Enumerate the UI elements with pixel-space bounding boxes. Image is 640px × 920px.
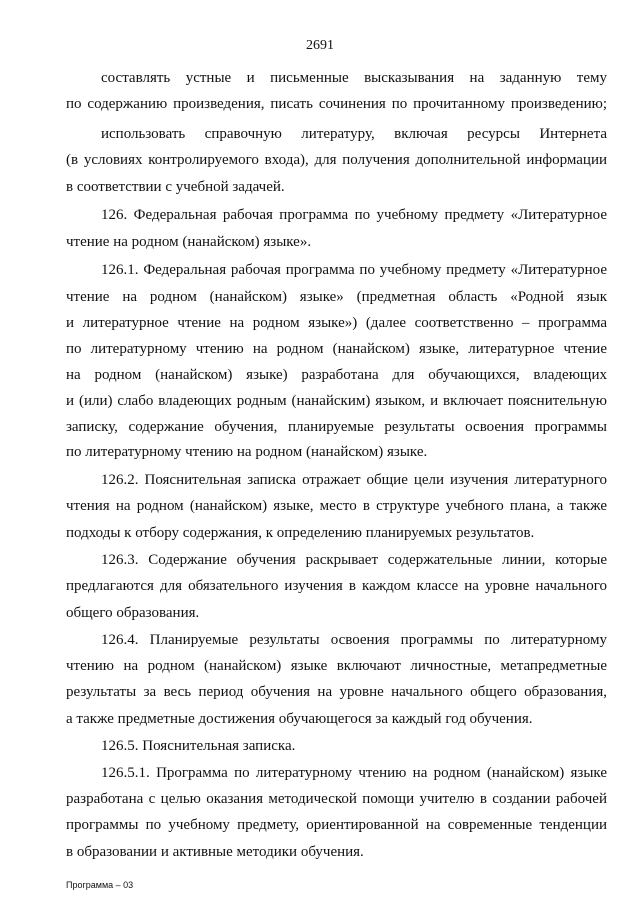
text-line: 126.1. Федеральная рабочая программа по учебному предмету «Литературное [101, 262, 607, 278]
text-line: чтение на родном (нанайском) языке» (предметная область «Родной язык [66, 289, 607, 305]
text-line: чтению на родном (нанайском) языке включают личностные, метапредметные [66, 658, 607, 674]
text-line: предлагаются для обязательного изучения в каждом классе на уровне начального [66, 578, 607, 594]
text-line: 126.3. Содержание обучения раскрывает содержательные линии, которые [101, 552, 607, 568]
text-line: составлять устные и письменные высказывания на заданную тему [101, 70, 607, 86]
text-line: чтения на родном (нанайском) языке, место в структуре учебного плана, а также [66, 498, 607, 514]
footer-label: Программа – 03 [66, 880, 134, 890]
text-line: в образовании и активные методики обучения. [66, 844, 364, 860]
text-line: использовать справочную литературу, включая ресурсы Интернета [101, 126, 607, 142]
text-line: программы по учебному предмету, ориентированной на современные тенденции [66, 817, 607, 833]
text-line: по содержанию произведения, писать сочинения по прочитанному произведению; [66, 96, 607, 112]
text-line: на родном (нанайском) языке) разработана для обучающихся, владеющих [66, 367, 607, 383]
text-line: результаты за весь период обучения на уровне начального общего образования, [66, 684, 607, 700]
text-line: по литературному чтению на родном (нанайском) языке, литературное чтение [66, 341, 607, 357]
text-line: 126.5. Пояснительная записка. [101, 738, 296, 754]
text-line: а также предметные достижения обучающегося за каждый год обучения. [66, 711, 533, 727]
text-line: записку, содержание обучения, планируемые результаты освоения программы [66, 419, 607, 435]
text-line: (в условиях контролируемого входа), для получения дополнительной информации [66, 152, 607, 168]
text-line: чтение на родном (нанайском) языке». [66, 234, 312, 250]
text-line: и (или) слабо владеющих родным (нанайским) языком, и включает пояснительную [66, 393, 607, 409]
text-line: 126.5.1. Программа по литературному чтению на родном (нанайском) языке [101, 765, 607, 781]
text-line: 126.4. Планируемые результаты освоения программы по литературному [101, 632, 607, 648]
page-number: 2691 [306, 38, 334, 53]
text-line: 126. Федеральная рабочая программа по учебному предмету «Литературное [101, 207, 607, 223]
text-line: в соответствии с учебной задачей. [66, 179, 285, 195]
text-line: по литературному чтению на родном (нанайском) языке. [66, 444, 428, 460]
text-line: и литературное чтение на родном языке») (далее соответственно – программа [66, 315, 607, 331]
text-line: разработана с целью оказания методической помощи учителю в создании рабочей [66, 791, 607, 807]
text-line: общего образования. [66, 605, 200, 621]
text-line: подходы к отбору содержания, к определению планируемых результатов. [66, 525, 535, 541]
text-line: 126.2. Пояснительная записка отражает общие цели изучения литературного [101, 472, 607, 488]
